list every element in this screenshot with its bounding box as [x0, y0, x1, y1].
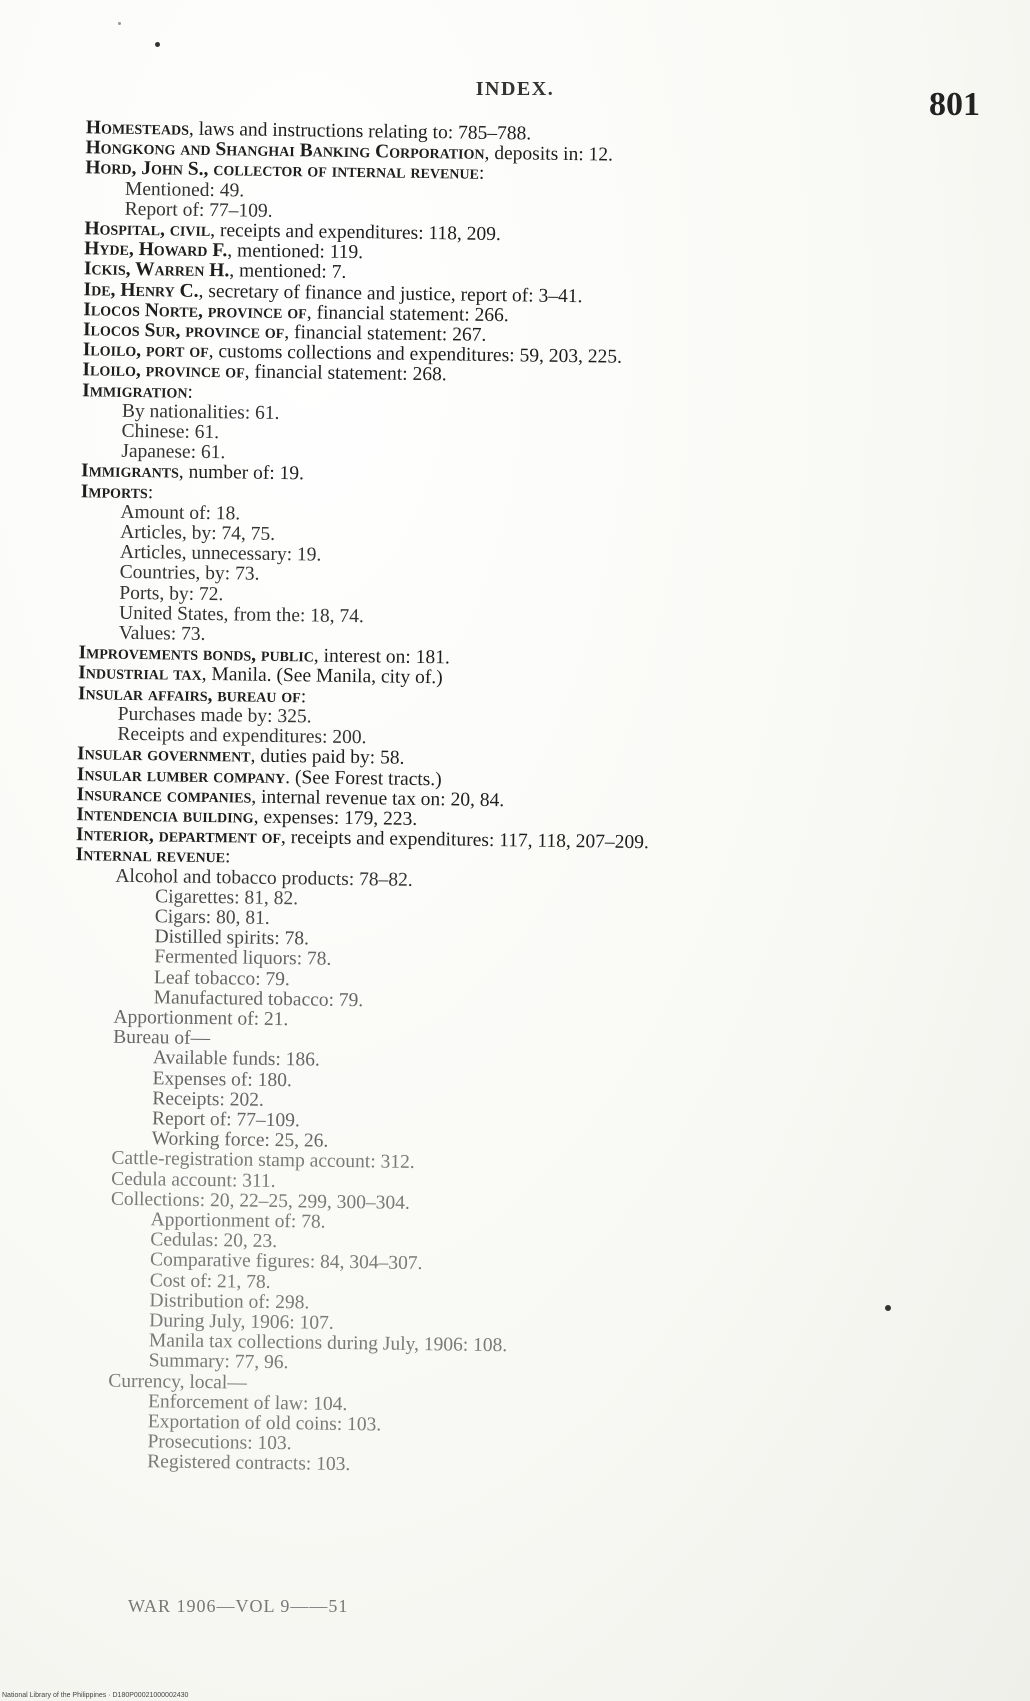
entry-text: Enforcement of law: 104. — [147, 1391, 348, 1415]
page-number: 801 — [929, 86, 980, 123]
entry-text: Distribution of: 298. — [149, 1290, 310, 1314]
entry-text: Apportionment of: 21. — [113, 1006, 289, 1031]
entry-text: , mentioned: 119. — [227, 240, 364, 264]
entry-text: Receipts and expenditures: 200. — [117, 723, 367, 749]
entry-text: Report of: 77–109. — [151, 1108, 301, 1132]
entry-text: Values: 73. — [118, 622, 206, 646]
entry-heading: Ilocos Norte, province of — [83, 299, 307, 324]
entry-text: United States, from the: 18, 74. — [118, 602, 365, 628]
entry-text: Ports, by: 72. — [119, 582, 224, 605]
entry-heading: Industrial tax — [78, 662, 202, 686]
index-entries — [49, 118, 890, 1483]
entry-text: : — [478, 163, 485, 185]
entry-text: : — [187, 381, 194, 403]
entry-text: Articles, unnecessary: 19. — [119, 542, 322, 566]
ink-speck — [885, 1305, 891, 1311]
entry-text: Cost of: 21, 78. — [149, 1269, 271, 1293]
entry-heading: Hongkong and Shanghai Banking Corporation — [85, 137, 485, 165]
entry-text: Registered contracts: 103. — [147, 1451, 351, 1476]
entry-heading: Iloilo, province of — [82, 359, 245, 383]
entry-text: . (See Forest tracts.) — [285, 766, 442, 790]
entry-text: Amount of: 18. — [120, 501, 241, 525]
entry-text: Bureau of— — [113, 1026, 211, 1050]
entry-text: , financial statement: 268. — [244, 361, 447, 386]
entry-text: Collections: 20, 22–25, 299, 300–304. — [110, 1188, 411, 1214]
entry-text: Expenses of: 180. — [152, 1067, 292, 1091]
entry-text: Prosecutions: 103. — [147, 1431, 292, 1455]
entry-text: During July, 1906: 107. — [149, 1310, 334, 1334]
entry-text: Cigars: 80, 81. — [154, 906, 270, 929]
entry-text: By nationalities: 61. — [121, 400, 280, 424]
entry-text: Countries, by: 73. — [119, 562, 260, 586]
entry-heading: Interior, department of — [75, 824, 282, 849]
entry-heading: Immigration — [82, 379, 188, 403]
entry-text: Cigarettes: 81, 82. — [154, 886, 299, 910]
entry-text: Chinese: 61. — [121, 420, 220, 444]
entry-heading: Ide, Henry C. — [83, 278, 199, 302]
entry-text: , receipts and expenditures: 117, 118, 207–209. — [280, 827, 650, 854]
entry-text: Available funds: 186. — [152, 1047, 320, 1071]
entry-text: , internal revenue tax on: 20, 84. — [251, 786, 505, 811]
running-head: INDEX. — [475, 78, 555, 100]
entry-text: Mentioned: 49. — [124, 178, 245, 202]
entry-text: , customs collections and expenditures: 59, 203, 225. — [208, 341, 623, 368]
entry-heading: Internal revenue — [75, 844, 226, 868]
entry-text: Receipts: 202. — [152, 1088, 265, 1111]
entry-text: Exportation of old coins: 103. — [147, 1411, 382, 1436]
entry-text: , receipts and expenditures: 118, 209. — [210, 220, 501, 246]
entry-heading: Hyde, Howard F. — [84, 238, 228, 262]
entry-text: , mentioned: 7. — [229, 260, 347, 284]
entry-text: , laws and instructions relating to: 785–788. — [188, 118, 532, 145]
entry-text: Manila tax collections during July, 1906: 108. — [148, 1330, 508, 1357]
entry-text: , number of: 19. — [178, 462, 305, 485]
entry-text: , interest on: 181. — [313, 645, 450, 669]
entry-heading: Ickis, Warren H. — [83, 258, 230, 282]
entry-heading: Intendencia building — [76, 804, 254, 828]
entry-text: : — [147, 481, 154, 503]
entry-text: Cedula account: 311. — [111, 1168, 276, 1192]
entry-text: , financial statement: 266. — [306, 302, 509, 327]
entry-text: , duties paid by: 58. — [250, 745, 405, 770]
entry-text: Working force: 25, 26. — [151, 1128, 329, 1152]
entry-text: Leaf tobacco: 79. — [153, 966, 291, 990]
signature-line: WAR 1906—VOL 9——51 — [128, 1596, 349, 1616]
entry-heading: Improvements bonds, public — [78, 642, 315, 667]
entry-text: , Manila. (See Manila, city of.) — [201, 664, 443, 689]
entry-heading: Insular affairs, bureau of — [77, 682, 301, 707]
scan-credit: National Library of the Philippines · D180P00021000002430 — [2, 1692, 189, 1699]
entry-heading: Ilocos Sur, province of — [82, 319, 285, 344]
entry-text: , deposits in: 12. — [484, 143, 614, 166]
entry-heading: Iloilo, port of — [82, 339, 209, 363]
entry-heading: Insular government — [76, 743, 251, 767]
entry-text: Comparative figures: 84, 304–307. — [149, 1249, 423, 1275]
entry-text: Cedulas: 20, 23. — [150, 1229, 278, 1253]
entry-heading: Homesteads — [85, 117, 190, 140]
entry-text: Articles, by: 74, 75. — [120, 521, 276, 545]
entry-text: Currency, local— — [108, 1370, 247, 1394]
entry-text: , expenses: 179, 223. — [253, 806, 418, 830]
entry-heading: Imports — [80, 480, 148, 503]
entry-text: , secretary of finance and justice, report of: 3–41. — [198, 280, 583, 307]
entry-text: Purchases made by: 325. — [117, 703, 312, 728]
entry-text: Distilled spirits: 78. — [154, 926, 310, 950]
entry-heading: Insurance companies — [76, 783, 252, 808]
entry-heading: Immigrants — [80, 460, 180, 484]
entry-text: : — [224, 846, 231, 868]
entry-text: Alcohol and tobacco products: 78–82. — [115, 865, 413, 891]
entry-heading: Hospital, civil — [84, 218, 211, 242]
entry-text: Cattle-registration stamp account: 312. — [111, 1148, 415, 1174]
entry-text: Report of: 77–109. — [124, 198, 273, 222]
entry-text: Summary: 77, 96. — [148, 1350, 289, 1374]
entry-text: Fermented liquors: 78. — [154, 946, 332, 971]
entry-text: : — [300, 685, 307, 708]
entry-heading: Insular lumber company — [76, 763, 286, 788]
entry-text: Japanese: 61. — [121, 441, 226, 464]
ink-speck — [155, 42, 160, 47]
entry-heading: Hord, John S., collector of internal revenue — [85, 157, 480, 185]
entry-text: Manufactured tobacco: 79. — [153, 987, 364, 1011]
ink-speck — [118, 22, 121, 25]
entry-text: Apportionment of: 78. — [150, 1209, 326, 1233]
entry-text: , financial statement: 267. — [284, 322, 487, 346]
